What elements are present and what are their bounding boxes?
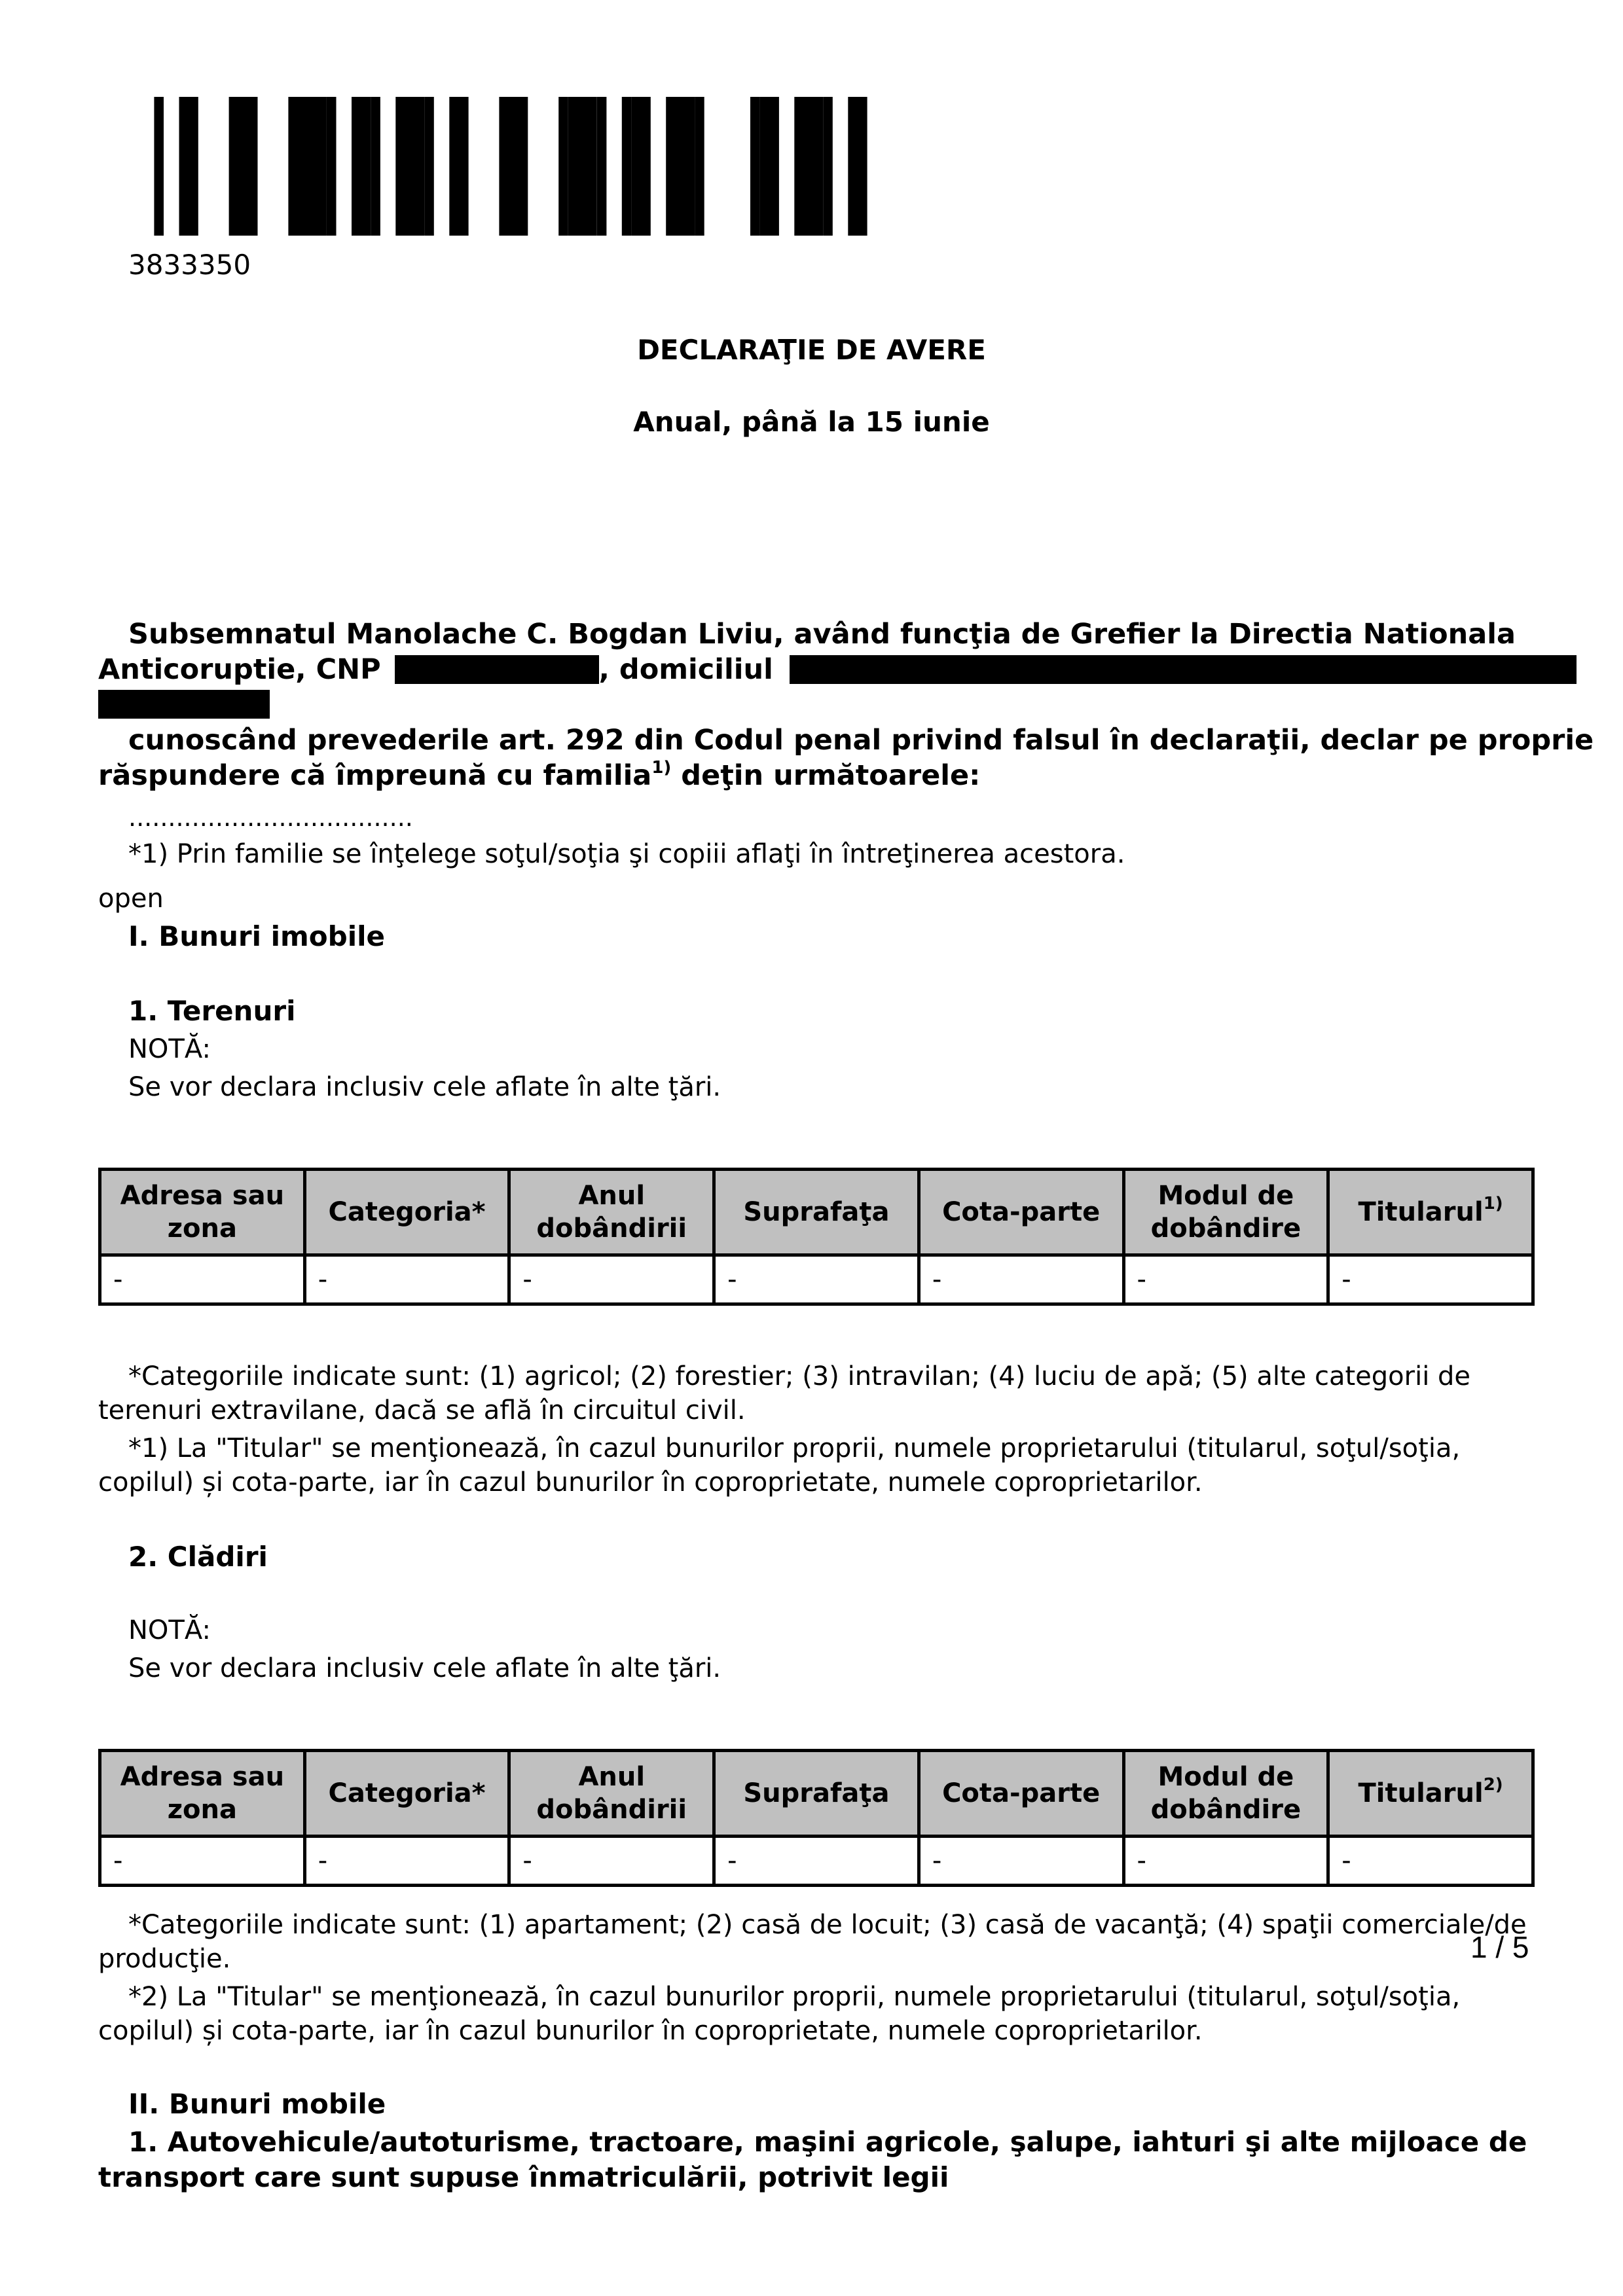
intro-line-4 — [98, 758, 980, 793]
barcode-number: 3833350 — [128, 249, 251, 281]
table-cell: - — [1328, 1837, 1533, 1886]
col-header-categoria: Categoria* — [304, 1751, 509, 1837]
table-cell: - — [509, 1255, 714, 1304]
terenuri-nota-label: NOTĂ: — [128, 1034, 211, 1064]
titular-label: Titularul — [1358, 1197, 1484, 1227]
table-cell: - — [100, 1837, 305, 1886]
barcode-bar — [597, 97, 607, 236]
col-header-modul: Modul de dobândire — [1123, 1751, 1328, 1837]
table-header-row — [100, 1170, 1533, 1255]
family-footnote: *1) Prin familie se înţelege soţul/soţia şi copiii aflaţi în întreţinerea acestora. — [128, 839, 1125, 869]
table-cell: - — [100, 1255, 305, 1304]
table-cell: - — [1123, 1837, 1328, 1886]
barcode-bar — [823, 97, 833, 236]
cnp-label: Anticoruptie, CNP — [98, 653, 381, 686]
table-cell: - — [919, 1837, 1123, 1886]
cladiri-title: 2. Clădiri — [128, 1541, 268, 1573]
intro-line-1: Subsemnatul Manolache C. Bogdan Liviu, având funcţia de Grefier la Directia Nationala — [128, 618, 1516, 651]
barcode-bar — [794, 97, 823, 236]
intro-line-3: cunoscând prevederile art. 292 din Codul penal privind falsul în declaraţii, declar pe proprie — [128, 724, 1594, 757]
document-title: DECLARAŢIE DE AVERE — [637, 334, 986, 366]
section-2-title: II. Bunuri mobile — [128, 2088, 386, 2120]
barcode-bar — [424, 97, 434, 236]
table-cell: - — [919, 1255, 1123, 1304]
barcode-bar — [499, 97, 528, 236]
barcode — [139, 97, 883, 236]
table-cell: - — [1328, 1255, 1533, 1304]
table-header-row — [100, 1751, 1533, 1837]
barcode-bar — [848, 97, 867, 236]
section-1-title: I. Bunuri imobile — [128, 920, 386, 952]
barcode-bar — [632, 97, 651, 236]
cnp-redaction — [395, 655, 599, 684]
domicile-redaction — [790, 655, 1577, 684]
col-header-anul: Anul dobândirii — [509, 1170, 714, 1255]
cladiri-table — [98, 1749, 1535, 1887]
domicile-label: , domiciliul — [598, 653, 773, 686]
intro-line-4-text: răspundere că împreună cu familia — [98, 759, 652, 792]
terenuri-table — [98, 1168, 1535, 1306]
cladiri-nota-label: NOTĂ: — [128, 1615, 211, 1645]
cladiri-nota-text: Se vor declara inclusiv cele aflate în alte ţări. — [128, 1653, 721, 1683]
table-cell: - — [1123, 1255, 1328, 1304]
terenuri-nota-text: Se vor declara inclusiv cele aflate în alte ţări. — [128, 1072, 721, 1102]
table-cell: - — [714, 1255, 919, 1304]
intro-line-4-end: deţin următoarele: — [671, 759, 981, 792]
col-header-adresa: Adresa sau zona — [100, 1751, 305, 1837]
barcode-bar — [371, 97, 380, 236]
table-cell: - — [304, 1837, 509, 1886]
section-2-item-1-line-2: transport care sunt supuse înmatriculării, potrivit legii — [98, 2161, 949, 2193]
titular-footnote-ref: 1) — [1483, 1194, 1503, 1213]
document-subtitle: Anual, până la 15 iunie — [633, 406, 990, 438]
intro-line-2 — [98, 652, 1577, 687]
intro-dots: .................................... — [128, 803, 413, 832]
titular-label: Titularul — [1358, 1778, 1484, 1808]
col-header-modul: Modul de dobândire — [1123, 1170, 1328, 1255]
col-header-adresa: Adresa sau zona — [100, 1170, 305, 1255]
table-row — [100, 1837, 1533, 1886]
cladiri-titular-note-1: *2) La "Titular" se menţionează, în cazul bunurilor proprii, numele proprietarului (titularul, soţul/soţia, — [128, 1982, 1461, 2012]
barcode-bar — [666, 97, 695, 236]
domicile-redaction-continued — [98, 690, 270, 719]
page-number: 1 / 5 — [1470, 1930, 1529, 1964]
cladiri-titular-note-2: copilul) și cota-parte, iar în cazul bunurilor în coproprietate, numele coproprietarilor. — [98, 2016, 1203, 2046]
titular-footnote-ref: 2) — [1483, 1775, 1503, 1795]
col-header-cota: Cota-parte — [919, 1170, 1123, 1255]
col-header-suprafata: Suprafaţa — [714, 1170, 919, 1255]
barcode-bar — [622, 97, 632, 236]
terenuri-titular-note-1: *1) La "Titular" se menţionează, în cazul bunurilor proprii, numele proprietarului (titularul, soţul/soţia, — [128, 1433, 1461, 1463]
barcode-bar — [395, 97, 424, 236]
col-header-anul: Anul dobândirii — [509, 1751, 714, 1837]
barcode-bar — [750, 97, 760, 236]
col-header-cota: Cota-parte — [919, 1751, 1123, 1837]
open-label: open — [98, 884, 164, 914]
cladiri-categories-note-2: producţie. — [98, 1944, 231, 1974]
barcode-bar — [695, 97, 704, 236]
table-cell: - — [714, 1837, 919, 1886]
cladiri-categories-note-1: *Categoriile indicate sunt: (1) apartament; (2) casă de locuit; (3) casă de vacanţă; (4) spaţii comerciale/de — [128, 1910, 1527, 1940]
col-header-titularul — [1328, 1170, 1533, 1255]
terenuri-titular-note-2: copilul) și cota-parte, iar în cazul bunurilor în coproprietate, numele coproprietarilor. — [98, 1467, 1203, 1498]
terenuri-title: 1. Terenuri — [128, 995, 296, 1027]
barcode-bar — [288, 97, 298, 236]
barcode-bar — [558, 97, 568, 236]
barcode-bar — [760, 97, 779, 236]
table-row — [100, 1255, 1533, 1304]
barcode-bar — [154, 97, 164, 236]
terenuri-categories-note-2: terenuri extravilane, dacă se află în circuitul civil. — [98, 1395, 746, 1426]
table-cell: - — [509, 1837, 714, 1886]
barcode-bar — [327, 97, 337, 236]
barcode-bar — [568, 97, 597, 236]
section-2-item-1-line-1: 1. Autovehicule/autoturisme, tractoare, maşini agricole, şalupe, iahturi şi alte mijloace de — [128, 2126, 1527, 2158]
barcode-bar — [229, 97, 258, 236]
barcode-bar — [179, 97, 198, 236]
terenuri-categories-note-1: *Categoriile indicate sunt: (1) agricol; (2) forestier; (3) intravilan; (4) luciu de apă; (5) alte categorii de — [128, 1361, 1471, 1391]
col-header-categoria: Categoria* — [304, 1170, 509, 1255]
table-cell: - — [304, 1255, 509, 1304]
barcode-bar — [298, 97, 327, 236]
footnote-ref: 1) — [651, 758, 672, 778]
barcode-bar — [352, 97, 371, 236]
col-header-suprafata: Suprafaţa — [714, 1751, 919, 1837]
barcode-bar — [449, 97, 468, 236]
barcode-bars — [139, 97, 883, 236]
col-header-titularul — [1328, 1751, 1533, 1837]
